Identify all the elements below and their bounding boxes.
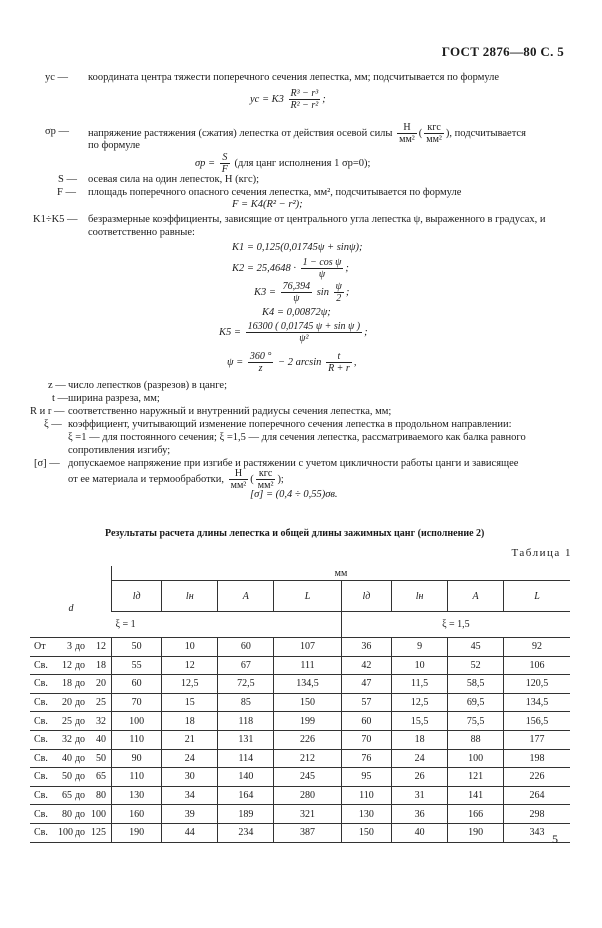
table-corner [30,566,112,581]
rr-symbol: R и r — [30,406,65,417]
table-body [30,638,570,843]
xi-text-line1: коэффициент, учитывающий изменение поперечного сечения лепестка в продольном направлении: [68,419,512,430]
k5-denominator: ψ² [299,333,309,344]
psi-fraction2 [326,351,352,374]
psi-numerator: 360 ° [249,351,272,362]
table-cell: 245 [274,768,341,787]
sigma-unit2-denominator: мм² [426,134,442,145]
table-cell: 199 [274,712,341,731]
f-formula: F = K4(R² − r²); [232,199,303,210]
table-row [30,712,570,731]
range-cell [30,712,112,731]
range-prefix: Св. [34,808,48,820]
range-to: 65 [96,771,106,783]
table-cell: 70 [112,693,162,712]
range-sep: до [74,808,86,820]
yc-formula-fraction [289,88,321,111]
column-header-a-2: A [448,581,504,612]
k-symbol: K1÷K5 — [33,214,78,225]
adm-text-line1: допускаемое напряжение при изгибе и растяжении с учетом цикличности работы цанги и зависящее [68,458,519,469]
psi-denominator2: R + r [328,363,350,374]
psi-formula: ψ = $\frac{360 ^\circ}{z}$ − 2 arcsin $\frac{t}{R + r}$ , [227,351,357,374]
sigma-text-main: напряжение растяжения (сжатия) лепестка от действия осевой силы [88,127,393,139]
range-sep: до [74,752,86,764]
t-text: ширина разреза, мм; [68,393,160,404]
range-to: 20 [96,678,106,690]
table-cell: 60 [112,675,162,694]
table-cell: 212 [274,749,341,768]
xi-group-2: ξ = 1,5 [341,612,570,638]
k3-fraction [281,281,313,304]
table-cell: 55 [112,656,162,675]
table-cell: 15 [162,693,218,712]
k4-formula: K4 = 0,00872ψ; [262,307,331,318]
page-number: 5 [552,832,558,846]
table-cell: 12 [162,656,218,675]
table-cell: 36 [341,638,391,657]
table-caption: Результаты расчета длины лепестка и общей длины зажимных цанг (исполнение 2) [105,528,485,539]
sigma-formula-note: (для цанг исполнения 1 σр=0); [234,157,371,169]
range-from: 18 [62,678,72,690]
table-cell: 92 [504,638,570,657]
column-header-ld-1: lд [112,581,162,612]
table-row [30,693,570,712]
adm-unit-numerator: H [229,468,249,480]
range-sep: до [74,790,86,802]
range-sep: до [74,771,86,783]
k-text-line2: соответственно равные: [88,227,195,238]
column-header-ld-2: lд [341,581,391,612]
range-to: 25 [96,697,106,709]
table-cell: 24 [162,749,218,768]
table-cell: 100 [448,749,504,768]
range-sep: до [74,734,86,746]
table-cell: 24 [392,749,448,768]
table-cell: 60 [218,638,274,657]
range-to: 40 [96,734,106,746]
k2-numerator: 1 − cos ψ [302,257,342,268]
adm-unit-fraction [229,468,249,491]
table-row [30,638,570,657]
results-table [30,566,570,843]
range-cell [30,675,112,694]
adm-unit2-numerator: кгс [256,468,276,480]
table-xi-row [30,612,570,638]
range-cell [30,786,112,805]
range-cell [30,656,112,675]
xi-text-line2: ξ =1 — для постоянного сечения; ξ =1,5 — для сечения лепестка, рассматриваемого как балка равного [68,432,526,443]
range-from: 40 [62,752,72,764]
table-row [30,730,570,749]
range-cell [30,823,112,842]
table-cell: 42 [341,656,391,675]
sigma-unit-fraction [397,122,417,145]
sigma-formula-fraction [220,152,230,175]
table-cell: 141 [448,786,504,805]
k5-left: K5 = [219,326,241,338]
table-cell: 34 [162,786,218,805]
k3-denominator: ψ [293,293,300,304]
table-cell: 164 [218,786,274,805]
k2-fraction [301,257,344,280]
range-from: 3 [67,641,72,653]
table-cell: 280 [274,786,341,805]
table-cell: 156,5 [504,712,570,731]
table-cell: 140 [218,768,274,787]
sigma-formula-left: σр = [195,157,216,169]
range-to: 12 [96,641,106,653]
table-header-row [30,581,570,612]
table-row [30,749,570,768]
table-row [30,823,570,842]
sigma-unit2-numerator: кгс [424,122,444,134]
xi-text-line3: сопротивления изгибу; [68,445,171,456]
table-cell: 100 [112,712,162,731]
psi-left: ψ = [227,356,244,368]
sigma-formula-denominator: F [221,164,228,175]
psi-arcsin: − 2 arcsin [277,356,322,368]
range-prefix: Св. [34,697,48,709]
range-prefix: Св. [34,715,48,727]
table-cell: 9 [392,638,448,657]
table-cell: 264 [504,786,570,805]
k3-fraction2 [334,281,344,304]
table-unit-row [30,566,570,581]
sigma-unit-numerator: H [397,122,417,134]
range-to: 32 [96,715,106,727]
table-label: Таблица 1 [511,547,572,559]
range-prefix: Св. [34,771,48,783]
sigma-unit2-fraction [424,122,444,145]
adm-unit2-fraction [256,468,276,491]
yc-text: координата центра тяжести поперечного сечения лепестка, мм; подсчитывается по формуле [88,72,500,83]
range-cell [30,693,112,712]
table-cell: 134,5 [274,675,341,694]
table-cell: 343 [504,823,570,842]
adm-unit2-denominator: мм² [257,480,274,491]
table-cell: 226 [274,730,341,749]
sigma-text: напряжение растяжения (сжатия) лепестка от действия осевой силы $\frac{H}{\text{мм²}}$ ( $\frac{\text{кгс}}{\text{мм²}}$ ), подсчитывается [88,122,526,145]
table-cell: 106 [504,656,570,675]
table-cell: 70 [341,730,391,749]
range-to: 125 [91,827,106,839]
range-prefix: Св. [34,678,48,690]
range-prefix: Св. [34,734,48,746]
yc-formula-left: yc = K3 [250,93,284,105]
k3-left: K3 = [254,286,276,298]
yc-formula-numerator: R³ − r³ [290,88,319,99]
table-cell: 76 [341,749,391,768]
table-cell: 198 [504,749,570,768]
range-sep: до [74,659,86,671]
table-cell: 88 [448,730,504,749]
adm-text-line2: от ее материала и термообработки, $\frac{H}{\text{мм²}}$ ( $\frac{\text{кгс}}{\text{мм²}}$ ); [68,468,284,491]
yc-symbol: yc — [45,72,69,83]
range-from: 65 [62,790,72,802]
k1-formula: K1 = 0,125(0,01745ψ + sinψ); [232,242,363,253]
table-cell: 44 [162,823,218,842]
table-cell: 10 [392,656,448,675]
column-header-l-1: L [274,581,341,612]
range-sep: до [74,678,86,690]
table-cell: 160 [112,805,162,824]
range-prefix: От [34,641,46,653]
table-cell: 95 [341,768,391,787]
page-header: ГОСТ 2876—80 С. 5 [441,44,564,59]
k3-formula: K3 = $\frac{76,394}{\psi}$ sin $\frac{\psi}{2}$ ; [254,281,350,304]
table-cell: 75,5 [448,712,504,731]
range-from: 32 [62,734,72,746]
table-cell: 58,5 [448,675,504,694]
table-cell: 85 [218,693,274,712]
rr-text: соответственно наружный и внутренний радиусы сечения лепестка, мм; [68,406,392,417]
table-cell: 130 [341,805,391,824]
table-cell: 150 [274,693,341,712]
table-cell: 45 [448,638,504,657]
table-row [30,805,570,824]
table-cell: 321 [274,805,341,824]
table-cell: 114 [218,749,274,768]
range-cell [30,730,112,749]
range-from: 80 [62,808,72,820]
table-row [30,786,570,805]
range-prefix: Св. [34,752,48,764]
range-from: 12 [62,659,72,671]
range-to: 50 [96,752,106,764]
table-cell: 72,5 [218,675,274,694]
sigma-formula [195,152,370,175]
table-cell: 67 [218,656,274,675]
table-cell: 18 [392,730,448,749]
table-cell: 111 [274,656,341,675]
k2-left: K2 = 25,4648 · [232,262,296,274]
z-symbol: z — [48,380,66,391]
k3-numerator2: ψ [335,281,342,292]
z-text: число лепестков (разрезов) в цанге; [68,380,228,391]
table-cell: 39 [162,805,218,824]
yc-formula: yc = K3 $\frac{\text{R³ − r³}}{\text{R² − r²}}$ ; [250,88,326,111]
range-cell [30,768,112,787]
psi-numerator2: t [326,351,352,363]
table-row [30,675,570,694]
table-cell: 234 [218,823,274,842]
table-cell: 110 [341,786,391,805]
table-cell: 177 [504,730,570,749]
k3-denominator2: 2 [336,293,342,304]
table-cell: 189 [218,805,274,824]
table-cell: 107 [274,638,341,657]
table-cell: 47 [341,675,391,694]
table-cell: 150 [341,823,391,842]
table-cell: 226 [504,768,570,787]
table-cell: 190 [112,823,162,842]
yc-formula-denominator: R² − r² [290,100,319,111]
range-cell [30,805,112,824]
xi-symbol: ξ — [44,419,62,430]
adm-formula: [σ] = (0,4 ÷ 0,55)σв. [250,489,338,500]
range-sep: до [74,827,86,839]
table-cell: 298 [504,805,570,824]
table-cell: 30 [162,768,218,787]
adm-unit-denominator: мм² [230,480,247,491]
s-text: осевая сила на один лепесток, Н (кгс); [88,174,260,185]
range-prefix: Св. [34,659,48,671]
adm-text-main: от ее материала и термообработки, [68,473,224,485]
table-cell: 110 [112,768,162,787]
range-from: 25 [62,715,72,727]
k2-formula: K2 = 25,4648 · $\frac{\text{1 − cos ψ}}{\psi}$ ; [232,257,349,280]
k3-sin: sin [316,286,329,298]
column-header-a-1: A [218,581,274,612]
table-cell: 57 [341,693,391,712]
k5-fraction [246,321,363,344]
table-cell: 110 [112,730,162,749]
table-cell: 11,5 [392,675,448,694]
sigma-formula-numerator: S [220,152,230,164]
f-symbol: F — [57,187,76,198]
sigma-text-continued: по формуле [88,140,140,151]
table-cell: 130 [112,786,162,805]
range-sep: до [74,715,86,727]
s-symbol: S — [58,174,77,185]
range-prefix: Св. [34,827,48,839]
table-cell: 15,5 [392,712,448,731]
table-cell: 190 [448,823,504,842]
table-cell: 12,5 [162,675,218,694]
column-header-l-2: L [504,581,570,612]
column-header-d: d [30,581,112,638]
column-header-ln-1: lн [162,581,218,612]
table-cell: 131 [218,730,274,749]
table-cell: 121 [448,768,504,787]
t-symbol: t — [52,393,69,404]
table-cell: 21 [162,730,218,749]
table-cell: 26 [392,768,448,787]
table-cell: 118 [218,712,274,731]
sigma-unit-denominator: мм² [399,134,415,145]
column-header-ln-2: lн [392,581,448,612]
table-cell: 69,5 [448,693,504,712]
range-sep: до [74,641,86,653]
table-cell: 120,5 [504,675,570,694]
adm-symbol: [σ] — [34,458,60,469]
range-to: 100 [91,808,106,820]
table-cell: 52 [448,656,504,675]
table-row [30,656,570,675]
table-cell: 166 [448,805,504,824]
sigma-symbol: σр — [45,126,70,137]
range-to: 80 [96,790,106,802]
table-row [30,768,570,787]
range-from: 50 [62,771,72,783]
range-to: 18 [96,659,106,671]
k2-denominator: ψ [318,269,326,280]
table-cell: 134,5 [504,693,570,712]
k5-numerator: 16300 ( 0,01745 ψ + sin ψ ) [247,321,361,332]
table-cell: 12,5 [392,693,448,712]
range-prefix: Св. [34,790,48,802]
range-sep: до [74,697,86,709]
range-from: 100 [58,827,73,839]
table-cell: 36 [392,805,448,824]
range-from: 20 [62,697,72,709]
table-cell: 31 [392,786,448,805]
k5-formula: K5 = $\frac{\text{16300 ( 0,01745 ψ + sin ψ )}}{\text{ψ²}}$ ; [219,321,368,344]
table-cell: 18 [162,712,218,731]
range-cell [30,638,112,657]
table-unit: мм [112,566,571,581]
table-cell: 387 [274,823,341,842]
k3-numerator: 76,394 [282,281,311,292]
table-cell: 50 [112,638,162,657]
table-cell: 10 [162,638,218,657]
table-cell: 60 [341,712,391,731]
k-text-line1: безразмерные коэффициенты, зависящие от центрального угла лепестка ψ, выраженного в градусах, и [88,214,546,225]
range-cell [30,749,112,768]
xi-group-1: ξ = 1 [112,612,342,638]
table-cell: 90 [112,749,162,768]
psi-denominator: z [258,363,263,374]
table-cell: 40 [392,823,448,842]
psi-fraction [248,351,274,374]
f-text: площадь поперечного опасного сечения лепестка, мм², подсчитывается по формуле [88,187,462,198]
sigma-text-tail: подсчитывается [454,127,526,139]
